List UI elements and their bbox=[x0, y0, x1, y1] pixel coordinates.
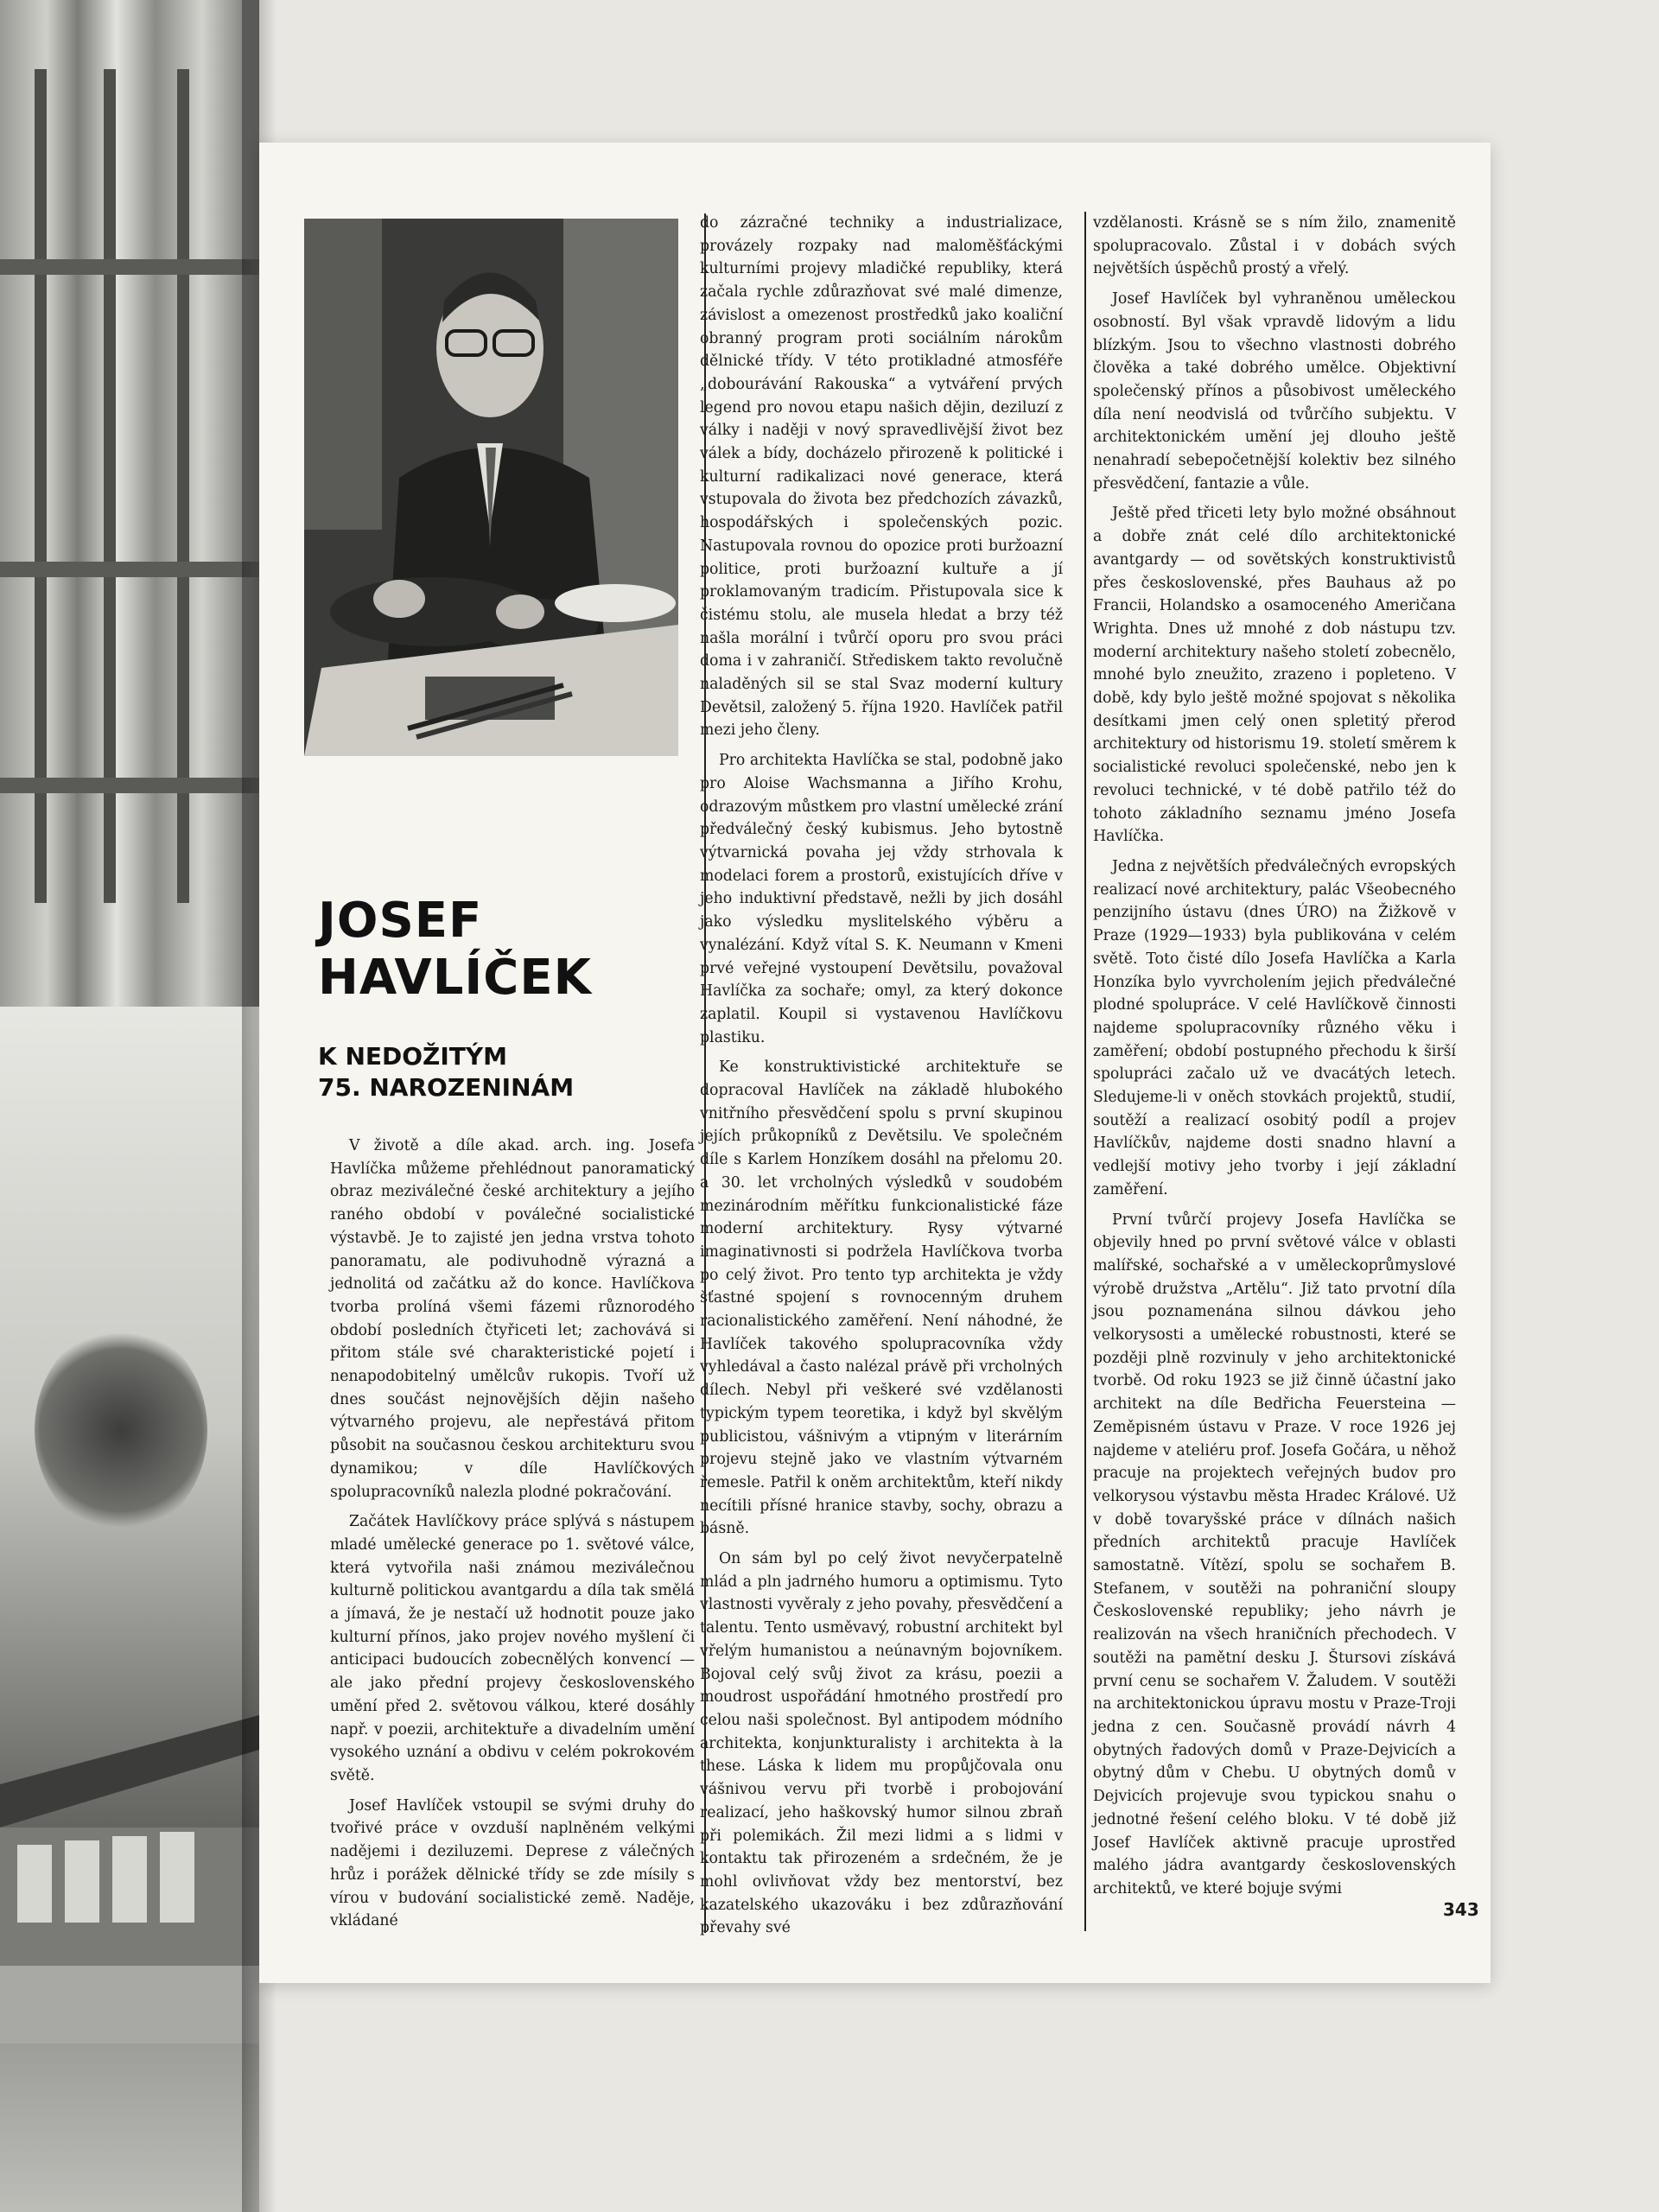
paragraph: Ještě před třiceti lety bylo možné obsáhnout a dobře znát celé dílo architektonické avantgardy — od sovětských konstruktivistů přes československé, přes Bauhaus až po Francii, Holandsko a osamoceného Američana Wrighta. Dnes už mnohé z dob nástupu tzv. moderní architektury našeho století zobecnělo, mnohé bylo zneužito, zrazeno i popleteno. V době, kdy bylo ještě možné spojovat s několika desítkami jmen celý onen spletitý přerod architektury od historismu 19. století směrem k socialistické revoluci společenské, nebo jen k revoluci technické, v té době patřilo též do tohoto základního seznamu jméno Josefa Havlíčka. bbox=[1093, 505, 1456, 846]
facade-band bbox=[0, 562, 259, 577]
tree-shape bbox=[35, 1326, 207, 1534]
text-column-3 bbox=[1093, 212, 1456, 1908]
facade-band bbox=[0, 778, 259, 793]
low-building-drawing bbox=[0, 1681, 259, 2044]
text-column-1 bbox=[330, 1135, 695, 1940]
text-column-2 bbox=[700, 212, 1063, 1947]
page-number: 343 bbox=[1443, 1899, 1479, 1920]
building-facade-photo bbox=[0, 0, 259, 1007]
paragraph: Jedna z největších předválečných evropských realizací nové architektury, palác Všeobecného penzijního ústavu (dnes ÚRO) na Žižkově v Praze (1929—1933) byla publikována v celém světě. Toto čisté dílo Josefa Havlíčka a Karla Honzíka bylo vyvrcholením jejich předválečné plodné spolupráce. V celé Havlíčkově činnosti najdeme spolupracovníky různého věku i zaměření; období postupného přechodu k širší spolupráci začalo už ve dvacátých letech. Sledujeme-li v oněch stovkách projektů, studií, soutěží a realizací osobitý podíl a projev Havlíčkův, najdeme dosti snadno hlavní a vedlejší motivy jeho tvorby i její základní zaměření. bbox=[1093, 857, 1456, 1198]
paragraph: První tvůrčí projevy Josefa Havlíčka se objevily hned po první světové válce v oblasti malířské, sochařské a v uměleckoprůmyslové výrobě družstva „Artělu“. Již tato prvotní díla jsou poznamenána silnou dávkou jeho velkorysosti a umělecké robustnosti, které se později plně rozvinuly v jeho architektonické tvorbě. Od roku 1923 se již činně účastní jako architekt na díle Bedřicha Feuersteina — Zeměpisném ústavu v Praze. V roce 1926 jej najdeme v ateliéru prof. Josefa Gočára, u něhož pracuje na projektech veřejných budov pro velkorysou výstavbu města Hradec Králové. Už v době tovaryšské práce v dílnách našich předních architektů pracuje Havlíček samostatně. Vítězí, spolu se sochařem B. Stefanem, v soutěži na pohraniční sloupy Československé republiky; jeho návrh je realizován na všech hraničních přechodech. V soutěži na pamětní desku J. Štursovi získává první cenu se sochařem V. Žaludem. V soutěži na architektonickou úpravu mostu v Praze-Troji jedna z cen. Současně provádí návrh 4 obytných řadových domů v Praze-Dejvicích a obytný dům v Chebu. U obytných domů v Dejvicích projevuje svou typickou snahu o jednotné řešení celého bloku. V té době již Josef Havlíček aktivně pracuje uprostřed malého jádra avantgardy československých architektů, ve které bojuje svými bbox=[1093, 1211, 1456, 1897]
paragraph: Ke konstruktivistické architektuře se dopracoval Havlíček na základě hlubokého vnitřního přesvědčení spolu s první skupinou jejích průkopníků z Devětsilu. Ve společném díle s Karlem Honzíkem dosáhl na přelomu 20. a 30. let vrcholných výsledků v soudobém mezinárodním měřítku funkcionalistické fáze moderní architektury. Rysy výtvarné imaginativnosti si podržela Havlíčkova tvorba po celý život. Pro tento typ architekta je vždy šťastné spojení s rovnocenným druhem racionalistického zaměření. Není náhodné, že Havlíček takového spolupracovníka vždy vyhledával a často nalézal právě při vrcholných dílech. Nebyl při veškeré své vzdělanosti typickým typem teoretika, i když byl skvělým publicistou, vášnivým a vtipným v literárním projevu stejně jako ve vlastním výtvarném řemesle. Patřil k oněm architektům, kteří nikdy necítili přísné hranice stavby, sochy, obrazu a básně. bbox=[700, 1058, 1063, 1538]
paragraph: On sám byl po celý život nevyčerpatelně mlád a pln jadrného humoru a optimismu. Tyto vlastnosti vyvěraly z jeho povahy, přesvědčení a talentu. Tento usměvavý, robustní architekt byl vřelým humanistou a neúnavným bojovníkem. Bojoval celý svůj život za krásu, poezii a moudrost uspořádání hmotného prostředí pro celou naši společnost. Byl antipodem módního architekta, konjunkturalisty i architekta à la these. Láska k lidem mu propůjčovala onu vášnivou vervu při tvorbě i probojování realizací, jeho haškovský humor silnou zbraň při polemikách. Žil mezi lidmi a s lidmi v kontaktu tak přirozeném a srdečném, že je mohl ovlivňovat vždy bez mentorství, bez kazatelského ukazováku i bez zdůrazňování převahy své bbox=[700, 1550, 1063, 1937]
magazine-page bbox=[259, 143, 1491, 1983]
paragraph: do zázračné techniky a industrializace, provázely rozpaky nad maloměšťáckými kulturními projevy mladičké republiky, která začala rychle zdůrazňovat své malé dimenze, závislost a omezenost prostředků jako koaliční obranný program proti sociálním nárokům dělnické třídy. V této protikladné atmosféře „dobourávání Rakouska“ a vytváření prvých legend pro novou etapu našich dějin, deziluzí z války i naději v nový spravedlivější život bez válek a bídy, docházelo přirozeně k politické i kulturní radikalizaci nové generace, která vstupovala do života bez předchozích závazků, hospodářských i společenských pozic. Nastupovala rovnou do opozice proti buržoazní politice, proti buržoazní kultuře a jí proklamovaným tradicím. Přistupovala sice k čistému stolu, ale musela hledat a brzy též našla morální i tvůrčí oporu pro svou práci doma i v zahraničí. Střediskem takto revolučně naladěných sil se stal Svaz moderní kultury Devětsil, založený 5. října 1920. Havlíček patřil mezi jeho členy. bbox=[700, 214, 1063, 740]
article-title bbox=[318, 893, 681, 1007]
subtitle-line-2: 75. NAROZENINÁM bbox=[318, 1073, 575, 1102]
title-line-1: JOSEF bbox=[318, 893, 483, 949]
portrait-photo bbox=[304, 219, 678, 756]
paragraph: Josef Havlíček vstoupil se svými druhy do tvořivé práce v ovzduší naplněném velkými nadějemi i deziluzemi. Deprese z válečných hrůz i porážek dělnické třídy se zde mísily s vírou v budování socialistické země. Naděje, vkládané bbox=[330, 1796, 695, 1930]
paragraph: Pro architekta Havlíčka se stal, podobně jako pro Aloise Wachsmanna a Jiřího Krohu, odrazovým můstkem pro vlastní umělecké zrání předválečný český kubismus. Jeho bytostně výtvarnická povaha jej vždy strhovala k modelaci forem a prostorů, existujících dříve v jeho induktivní představě, nežli by jich dosáhl jako výsledku myslitelského výběru a vynalézání. Když vítal S. K. Neumann v Kmeni prvé veřejné vystoupení Devětsilu, považoval Havlíčka za sochaře; omyl, za který dokonce zaplatil. Koupil si vystavenou Havlíčkovu plastiku. bbox=[700, 752, 1063, 1046]
left-page-photograph bbox=[0, 0, 259, 2212]
subtitle-line-1: K NEDOŽITÝM bbox=[318, 1042, 508, 1071]
paragraph: V životě a díle akad. arch. ing. Josefa Havlíčka můžeme přehlédnout panoramatický obraz meziválečné české architektury a jejího raného období v poválečné socialistické výstavbě. Je to zajisté jen jedna vrstva tohoto panoramatu, ale podivuhodně výrazná a jednolitá od začátku až do konce. Havlíčkova tvorba prolíná všemi fázemi různorodého období posledních čtyřiceti let; zachovává si přitom stále své charakteristické pojetí i nenapodobitelný umělcův rukopis. Tvoří už dnes součást nejnovějších dějin našeho výtvarného projevu, ale nepřestává přitom působit na současnou českou architekturu svou dynamikou; v díle Havlíčkových spolupracovníků nalezla plodné pokračování. bbox=[330, 1137, 695, 1501]
garden-building-photo bbox=[0, 1007, 259, 2212]
paragraph: Začátek Havlíčkovy práce splývá s nástupem mladé umělecké generace po 1. světové válce, která vytvořila naši známou meziválečnou kulturně politickou avantgardu a díla tak smělá a jímavá, že je nestačí už hodnotit pouze jako kulturní přínos, jako projev nového myšlení či anticipaci budoucích zobecnělých konvencí — ale jako přední projevy československého umění před 2. světovou válkou, které dosáhly např. v poezii, architektuře a divadelním umění vysokého uznání a obdivu v celém pokrokovém světě. bbox=[330, 1513, 695, 1784]
paragraph: Josef Havlíček byl vyhraněnou uměleckou osobností. Byl však vpravdě lidovým a lidu blízkým. Jsou to všechno vlastnosti dobrého člověka a také dobrého umělce. Objektivní společenský přínos a působivost uměleckého díla není neodvislá od tvůrčího subjektu. V architektonickém umění jej dlouho ještě nenahradí sebepočetnější kolektiv bez silného přesvědčení, fantazie a vůle. bbox=[1093, 290, 1456, 493]
paragraph: vzdělanosti. Krásně se s ním žilo, znamenitě spolupracovalo. Zůstal i v dobách svých největších úspěchů prostý a vřelý. bbox=[1093, 214, 1456, 278]
title-line-2: HAVLÍČEK bbox=[318, 950, 593, 1006]
article-subtitle bbox=[318, 1041, 681, 1103]
facade-band bbox=[0, 259, 259, 275]
column-divider bbox=[1084, 212, 1086, 1931]
